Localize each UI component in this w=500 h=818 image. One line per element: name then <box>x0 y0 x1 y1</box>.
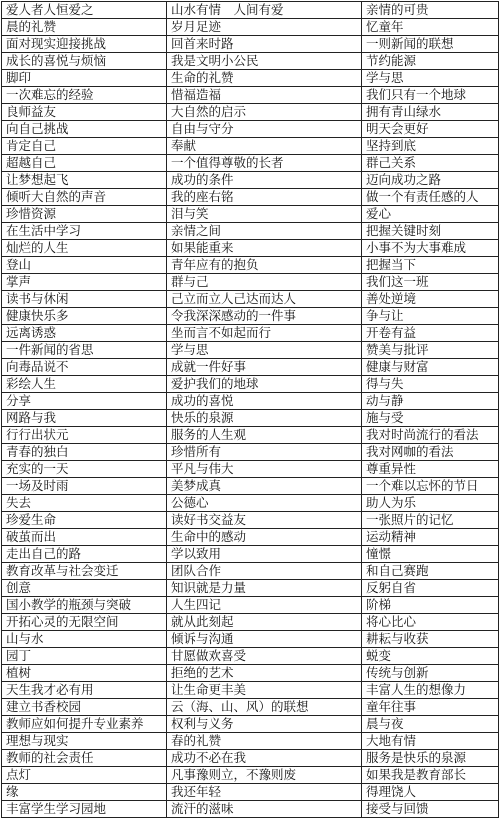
table-row <box>2 138 499 155</box>
table-cell: 登山 <box>2 257 167 274</box>
table-cell: 和自己赛跑 <box>362 563 499 580</box>
table-row <box>2 546 499 563</box>
table-cell: 我们这一班 <box>362 274 499 291</box>
table-cell: 憧憬 <box>362 546 499 563</box>
table-cell: 拒绝的艺术 <box>167 665 362 682</box>
table-cell: 大自然的启示 <box>167 104 362 121</box>
table-cell: 开卷有益 <box>362 325 499 342</box>
table-cell: 点灯 <box>2 767 167 784</box>
table-row <box>2 784 499 801</box>
table-cell: 晨与夜 <box>362 716 499 733</box>
table-cell: 把握当下 <box>362 257 499 274</box>
table-row <box>2 750 499 767</box>
table-cell: 将心比心 <box>362 614 499 631</box>
table-cell: 植树 <box>2 665 167 682</box>
table-row <box>2 648 499 665</box>
table-cell: 节约能源 <box>362 53 499 70</box>
table-row <box>2 189 499 206</box>
table-cell: 亲情的可贵 <box>362 2 499 19</box>
table-cell: 破茧而出 <box>2 529 167 546</box>
table-cell: 失去 <box>2 495 167 512</box>
table-row <box>2 393 499 410</box>
table-cell: 爱人者人恒爱之 <box>2 2 167 19</box>
table-cell: 赞美与批评 <box>362 342 499 359</box>
table-cell: 读好书交益友 <box>167 512 362 529</box>
table-cell: 坚持到底 <box>362 138 499 155</box>
table-cell: 爱心 <box>362 206 499 223</box>
table-cell: 丰富人生的想像力 <box>362 682 499 699</box>
table-cell: 亲情之间 <box>167 223 362 240</box>
table-cell: 明天会更好 <box>362 121 499 138</box>
table-cell: 爱护我们的地球 <box>167 376 362 393</box>
table-cell: 如果能重来 <box>167 240 362 257</box>
table-row <box>2 70 499 87</box>
table-row <box>2 801 499 818</box>
table-cell: 服务的人生观 <box>167 427 362 444</box>
table-row <box>2 512 499 529</box>
table-row <box>2 461 499 478</box>
table-cell: 云（海、山、风）的联想 <box>167 699 362 716</box>
table-cell: 彩绘人生 <box>2 376 167 393</box>
table-cell: 如果我是教育部长 <box>362 767 499 784</box>
table-cell: 得与失 <box>362 376 499 393</box>
table-row <box>2 665 499 682</box>
table-cell: 我是文明小公民 <box>167 53 362 70</box>
table-cell: 成功的条件 <box>167 172 362 189</box>
table-row <box>2 87 499 104</box>
table-row <box>2 563 499 580</box>
table-cell: 天生我才必有用 <box>2 682 167 699</box>
table-row <box>2 478 499 495</box>
table-cell: 凡事豫则立，不豫则废 <box>167 767 362 784</box>
table-row <box>2 206 499 223</box>
table-row <box>2 36 499 53</box>
table-cell: 我对时尚流行的看法 <box>362 427 499 444</box>
table-cell: 拥有青山绿水 <box>362 104 499 121</box>
table-cell: 我对网咖的看法 <box>362 444 499 461</box>
table-row <box>2 291 499 308</box>
table-cell: 山与水 <box>2 631 167 648</box>
table-row <box>2 325 499 342</box>
table-cell: 成功不必在我 <box>167 750 362 767</box>
table-row <box>2 121 499 138</box>
table-cell: 倾听大自然的声音 <box>2 189 167 206</box>
table-cell: 面对现实迎接挑战 <box>2 36 167 53</box>
table-row <box>2 733 499 750</box>
table-cell: 知识就是力量 <box>167 580 362 597</box>
table-row <box>2 631 499 648</box>
table-row <box>2 342 499 359</box>
table-cell: 运动精神 <box>362 529 499 546</box>
table-cell: 青春的独白 <box>2 444 167 461</box>
table-cell: 建立书香校园 <box>2 699 167 716</box>
table-cell: 蜕变 <box>362 648 499 665</box>
table-cell: 童年往事 <box>362 699 499 716</box>
table-cell: 迈向成功之路 <box>362 172 499 189</box>
table-cell: 争与让 <box>362 308 499 325</box>
table-cell: 一件新闻的省思 <box>2 342 167 359</box>
table-cell: 良师益友 <box>2 104 167 121</box>
table-cell: 分享 <box>2 393 167 410</box>
table-cell: 阶梯 <box>362 597 499 614</box>
table-cell: 回首来时路 <box>167 36 362 53</box>
table-cell: 忆童年 <box>362 19 499 36</box>
table-cell: 学与思 <box>167 342 362 359</box>
table-cell: 群与己 <box>167 274 362 291</box>
table-cell: 肯定自己 <box>2 138 167 155</box>
table-cell: 把握关键时刻 <box>362 223 499 240</box>
table-row <box>2 308 499 325</box>
table-cell: 让梦想起飞 <box>2 172 167 189</box>
table-cell: 生命的礼赞 <box>167 70 362 87</box>
table-cell: 教师的社会责任 <box>2 750 167 767</box>
table-cell: 园丁 <box>2 648 167 665</box>
table-cell: 倾诉与沟通 <box>167 631 362 648</box>
table-cell: 快乐的泉源 <box>167 410 362 427</box>
topic-table-body <box>2 2 499 818</box>
table-cell: 权利与义务 <box>167 716 362 733</box>
table-cell: 己立而立人己达而达人 <box>167 291 362 308</box>
table-cell: 网路与我 <box>2 410 167 427</box>
table-row <box>2 376 499 393</box>
table-row <box>2 274 499 291</box>
table-cell: 传统与创新 <box>362 665 499 682</box>
table-row <box>2 614 499 631</box>
table-cell: 耕耘与收获 <box>362 631 499 648</box>
table-cell: 远离诱惑 <box>2 325 167 342</box>
table-cell: 助人为乐 <box>362 495 499 512</box>
table-cell: 向自己挑战 <box>2 121 167 138</box>
table-cell: 走出自己的路 <box>2 546 167 563</box>
table-cell: 我们只有一个地球 <box>362 87 499 104</box>
table-cell: 服务是快乐的泉源 <box>362 750 499 767</box>
table-row <box>2 580 499 597</box>
table-cell: 惜福造福 <box>167 87 362 104</box>
table-cell: 国小教学的瓶颈与突破 <box>2 597 167 614</box>
table-cell: 脚印 <box>2 70 167 87</box>
table-cell: 公德心 <box>167 495 362 512</box>
table-row <box>2 172 499 189</box>
table-cell: 缘 <box>2 784 167 801</box>
table-cell: 创意 <box>2 580 167 597</box>
table-cell: 得理饶人 <box>362 784 499 801</box>
table-cell: 流汗的滋味 <box>167 801 362 818</box>
table-cell: 成功的喜悦 <box>167 393 362 410</box>
table-cell: 山水有情 人间有爱 <box>167 2 362 19</box>
table-cell: 生命中的感动 <box>167 529 362 546</box>
table-row <box>2 53 499 70</box>
table-row <box>2 19 499 36</box>
table-cell: 人生四记 <box>167 597 362 614</box>
table-cell: 我还年轻 <box>167 784 362 801</box>
table-cell: 晨的礼赞 <box>2 19 167 36</box>
table-row <box>2 716 499 733</box>
table-cell: 一个难以忘怀的节日 <box>362 478 499 495</box>
table-cell: 向毒品说不 <box>2 359 167 376</box>
table-cell: 青年应有的抱负 <box>167 257 362 274</box>
table-cell: 奉献 <box>167 138 362 155</box>
table-cell: 掌声 <box>2 274 167 291</box>
table-cell: 甘愿做欢喜受 <box>167 648 362 665</box>
table-row <box>2 410 499 427</box>
table-row <box>2 155 499 172</box>
table-cell: 成长的喜悦与烦恼 <box>2 53 167 70</box>
table-cell: 开拓心灵的无限空间 <box>2 614 167 631</box>
table-cell: 教师应如何提升专业素养 <box>2 716 167 733</box>
table-cell: 我的座右铭 <box>167 189 362 206</box>
table-cell: 读书与休闲 <box>2 291 167 308</box>
table-cell: 灿烂的人生 <box>2 240 167 257</box>
table-cell: 珍爱生命 <box>2 512 167 529</box>
table-cell: 一个值得尊敬的长者 <box>167 155 362 172</box>
table-row <box>2 427 499 444</box>
table-cell: 岁月足迹 <box>167 19 362 36</box>
table-cell: 就从此刻起 <box>167 614 362 631</box>
table-row <box>2 444 499 461</box>
table-cell: 成就一件好事 <box>167 359 362 376</box>
table-cell: 教育改革与社会变迁 <box>2 563 167 580</box>
table-cell: 春的礼赞 <box>167 733 362 750</box>
table-row <box>2 767 499 784</box>
table-cell: 一次难忘的经验 <box>2 87 167 104</box>
table-cell: 自由与守分 <box>167 121 362 138</box>
table-cell: 在生活中学习 <box>2 223 167 240</box>
table-cell: 珍惜所有 <box>167 444 362 461</box>
table-cell: 学与思 <box>362 70 499 87</box>
topic-table <box>1 1 499 818</box>
table-row <box>2 529 499 546</box>
table-cell: 珍惜资源 <box>2 206 167 223</box>
table-cell: 让生命更丰美 <box>167 682 362 699</box>
table-cell: 泪与笑 <box>167 206 362 223</box>
table-cell: 善处逆境 <box>362 291 499 308</box>
table-cell: 小事不为大事难成 <box>362 240 499 257</box>
table-cell: 理想与现实 <box>2 733 167 750</box>
table-row <box>2 359 499 376</box>
table-cell: 反躬自省 <box>362 580 499 597</box>
table-cell: 令我深深感动的一件事 <box>167 308 362 325</box>
table-row <box>2 104 499 121</box>
table-row <box>2 223 499 240</box>
table-cell: 一张照片的记忆 <box>362 512 499 529</box>
table-cell: 尊重异性 <box>362 461 499 478</box>
table-cell: 健康与财富 <box>362 359 499 376</box>
table-row <box>2 257 499 274</box>
table-row <box>2 699 499 716</box>
table-cell: 学以致用 <box>167 546 362 563</box>
table-row <box>2 495 499 512</box>
table-cell: 一则新闻的联想 <box>362 36 499 53</box>
table-cell: 动与静 <box>362 393 499 410</box>
table-cell: 做一个有责任感的人 <box>362 189 499 206</box>
table-cell: 美梦成真 <box>167 478 362 495</box>
table-cell: 施与受 <box>362 410 499 427</box>
table-cell: 行行出状元 <box>2 427 167 444</box>
table-row <box>2 2 499 19</box>
table-row <box>2 682 499 699</box>
table-cell: 团队合作 <box>167 563 362 580</box>
table-cell: 超越自己 <box>2 155 167 172</box>
table-cell: 一场及时雨 <box>2 478 167 495</box>
table-row <box>2 597 499 614</box>
table-cell: 丰富学生学习园地 <box>2 801 167 818</box>
table-cell: 接受与回馈 <box>362 801 499 818</box>
table-cell: 坐而言不如起而行 <box>167 325 362 342</box>
table-cell: 群己关系 <box>362 155 499 172</box>
table-cell: 健康快乐多 <box>2 308 167 325</box>
table-cell: 大地有情 <box>362 733 499 750</box>
table-cell: 平凡与伟大 <box>167 461 362 478</box>
table-row <box>2 240 499 257</box>
table-cell: 充实的一天 <box>2 461 167 478</box>
